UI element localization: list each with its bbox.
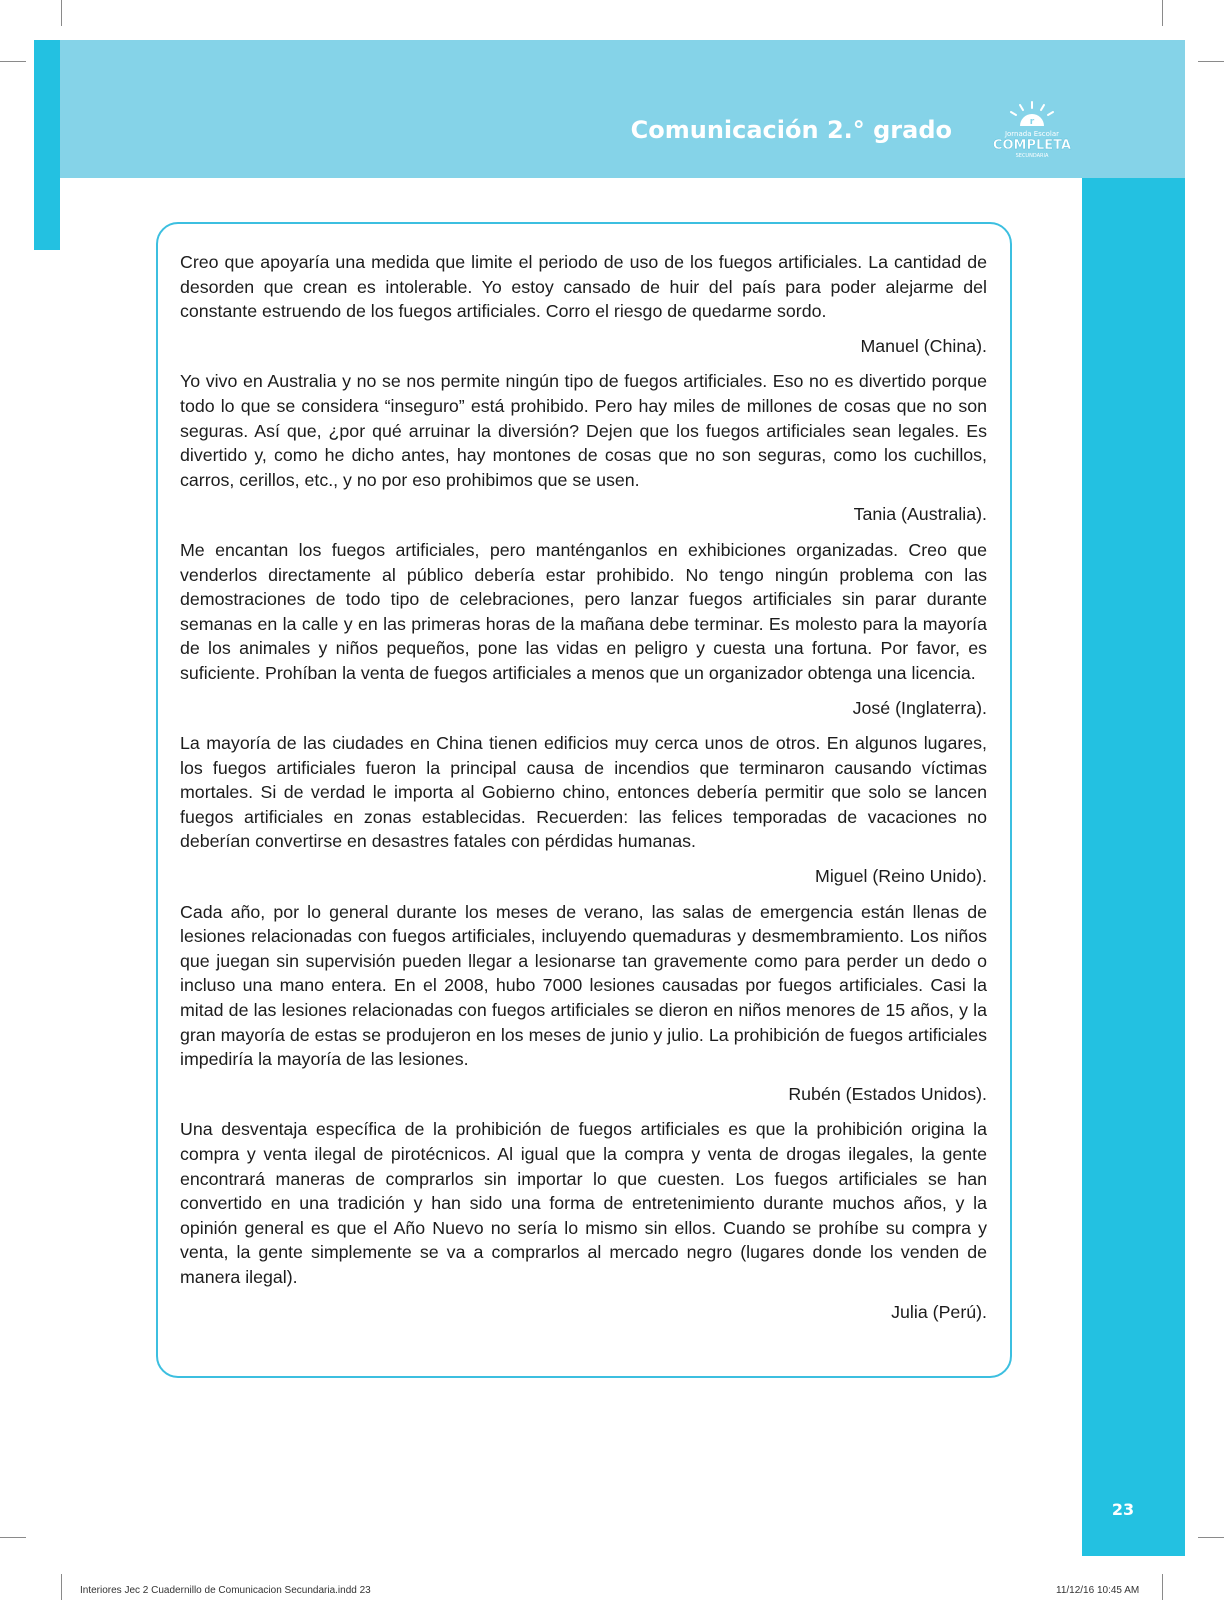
crop-mark — [1198, 61, 1224, 62]
crop-mark — [61, 1574, 62, 1600]
logo-text-main: COMPLETA — [992, 138, 1072, 153]
left-accent-tab — [34, 40, 60, 250]
opinion-text: Una desventaja específica de la prohibición de fuegos artificiales es que la prohibición origina la compra y venta ilegal de pirotécnicos. Al igual que la compra y venta de drogas ilegales, la gente encontrará maneras de comprarlos sin importar lo que cuesten. Los fuegos artificiales se han convertido en una tradición y han sido una forma de entretenimiento durante muchos años, y la opinión general es que el Año Nuevo no sería lo mismo sin ellos. Cuando se prohíbe su compra y venta, la gente simplemente se va a comprarlos al mercado negro (lugares donde los venden de manera ilegal). — [180, 1119, 987, 1287]
crop-mark — [61, 0, 62, 26]
opinion-author: Rubén (Estados Unidos). — [788, 1083, 987, 1104]
opinion-text: Creo que apoyaría una medida que limite el periodo de uso de los fuegos artificiales. La cantidad de desorden que crean es intolerable. Yo estoy cansado de huir del país para poder alejarme del constante estruendo de los fuegos artificiales. Corro el riesgo de quedarme sordo. — [180, 252, 987, 322]
jornada-completa-logo — [990, 98, 1074, 162]
crop-mark — [0, 1537, 26, 1538]
opinion-author: Manuel (China). — [860, 335, 987, 356]
opinion-text: Cada año, por lo general durante los meses de verano, las salas de emergencia están llenas de lesiones relacionadas con fuegos artificiales, incluyendo quemaduras y desmembramiento. Los niños que juegan sin supervisión pueden llegar a lesionarse tan gravemente como para perder un dedo o incluso una mano entera. En el 2008, hubo 7000 lesiones causadas por fuegos artificiales. Casi la mitad de las lesiones relacionadas con fuegos artificiales se dieron en niños menores de 15 años, y la gran mayoría de estas se produjeron en los meses de junio y julio. La prohibición de fuegos artificiales impediría la mayoría de las lesiones. — [180, 901, 987, 1070]
crop-mark — [1162, 1574, 1163, 1600]
opinions-content — [180, 250, 987, 1335]
logo-text-top: Jornada Escolar — [1004, 130, 1060, 138]
opinion-author: José (Inglaterra). — [852, 697, 987, 718]
opinion-author: Miguel (Reino Unido). — [815, 866, 987, 887]
opinion-author: Tania (Australia). — [853, 504, 987, 525]
svg-text:r: r — [1029, 117, 1035, 127]
footer-file-name: Interiores Jec 2 Cuadernillo de Comunicacion Secundaria.indd 23 — [80, 1585, 371, 1596]
right-side-band — [1082, 178, 1185, 1556]
footer-date: 11/12/16 10:45 AM — [1056, 1585, 1140, 1596]
crop-mark — [1162, 0, 1163, 26]
page-title: Comunicación 2.° grado — [630, 116, 952, 144]
opinion-text: Yo vivo en Australia y no se nos permite ningún tipo de fuegos artificiales. Eso no es divertido porque todo lo que se considera “inseguro” está prohibido. Pero hay miles de millones de cosas que no son seguras. Así que, ¿por qué arruinar la diversión? Dejen que los fuegos artificiales sean legales. Es divertido y, como he dicho antes, hay montones de cosas que no son seguras, como los cuchillos, carros, cerillos, etc., y no por eso prohibimos que se usen. — [180, 371, 987, 490]
crop-mark — [0, 61, 26, 62]
opinion-text: Me encantan los fuegos artificiales, pero manténganlos en exhibiciones organizadas. Creo que venderlos directamente al público debería estar prohibido. No tengo ningún problema con las demostraciones de todo tipo de celebraciones, pero lanzar fuegos artificiales sin parar durante semanas en la calle y en las primeras horas de la mañana debe terminar. Es molesto para la mayoría de los animales y niños pequeños, pone las vidas en peligro y cuesta una fortuna. Por favor, es suficiente. Prohíban la venta de fuegos artificiales a menos que un organizador obtenga una licencia. — [180, 539, 987, 683]
logo-text-bottom: SECUNDARIA — [1015, 153, 1049, 159]
crop-mark — [1198, 1537, 1224, 1538]
opinion-text: La mayoría de las ciudades en China tienen edificios muy cerca unos de otros. En algunos lugares, los fuegos artificiales fueron la principal causa de incendios que terminaron causando víctimas mortales. Si de verdad le importa al Gobierno chino, entonces debería permitir que solo se lancen fuegos artificiales en zonas establecidas. Recuerden: las felices temporadas de vacaciones no deberían convertirse en desastres fatales con pérdidas humanas. — [180, 733, 987, 852]
opinion-author: Julia (Perú). — [891, 1301, 987, 1322]
page-number: 23 — [1111, 1500, 1135, 1519]
